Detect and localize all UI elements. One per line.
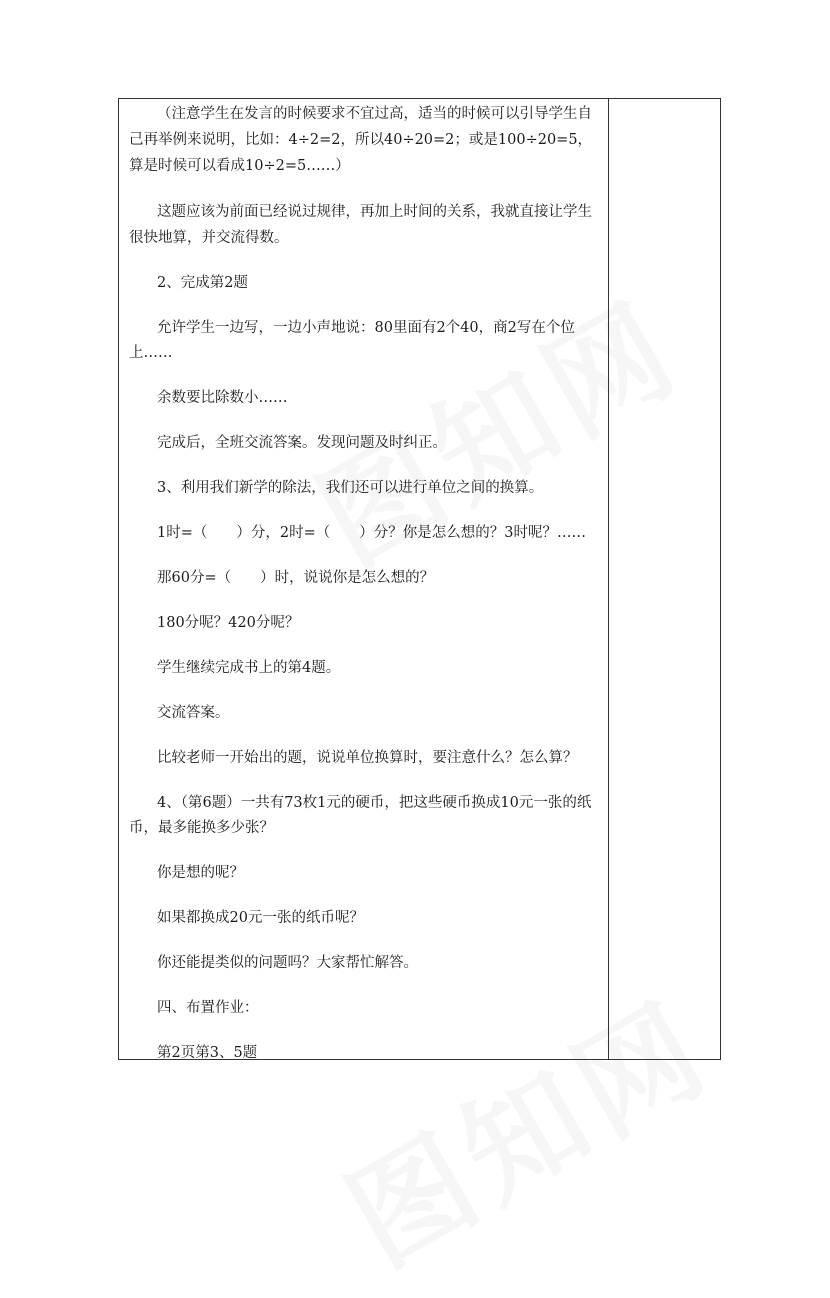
lesson-content (129, 99, 599, 1066)
paragraph: 如果都换成20元一张的纸币呢？ (157, 910, 364, 926)
paragraph: 交流答案。 (157, 705, 230, 721)
paragraph: 这题应该为前面已经说过规律，再加上时间的关系，我就直接让学生很快地算，并交流得数。 (129, 204, 592, 246)
paragraph: 2、完成第2题 (157, 275, 248, 291)
paragraph: 4、（第6题）一共有73枚1元的硬币，把这些硬币换成10元一张的纸币，最多能换多少张？ (129, 795, 592, 836)
paragraph: 余数要比除数小…… (157, 390, 288, 406)
paragraph: 完成后，全班交流答案。发现问题及时纠正。 (157, 435, 447, 451)
paragraph: 你还能提类似的问题吗？大家帮忙解答。 (157, 955, 418, 971)
paragraph: 那60分=（ ）时，说说你是怎么想的？ (157, 570, 435, 586)
paragraph: 第2页第3、5题 (157, 1045, 258, 1061)
paragraph: 你是想的呢？ (157, 865, 244, 881)
lesson-table (118, 98, 721, 1060)
paragraph: 180分呢？420分呢？ (157, 615, 300, 631)
paragraph: 四、布置作业： (157, 1000, 259, 1016)
paragraph: 3、利用我们新学的除法，我们还可以进行单位之间的换算。 (157, 480, 544, 496)
paragraph: （注意学生在发言的时候要求不宜过高，适当的时候可以引导学生自己再举例来说明，比如：4÷2=2，所以40÷20=2；或是100÷20=5，算是时候可以看成10÷2=5……） (129, 106, 593, 174)
paragraph: 学生继续完成书上的第4题。 (157, 660, 341, 676)
paragraph: 1时=（ ）分，2时=（ ）分？你是怎么想的？3时呢？…… (157, 525, 586, 541)
column-divider (608, 99, 609, 1059)
paragraph: 比较老师一开始出的题，说说单位换算时，要注意什么？怎么算？ (157, 750, 578, 766)
paragraph: 允许学生一边写，一边小声地说：80里面有2个40，商2写在个位上…… (129, 320, 575, 361)
